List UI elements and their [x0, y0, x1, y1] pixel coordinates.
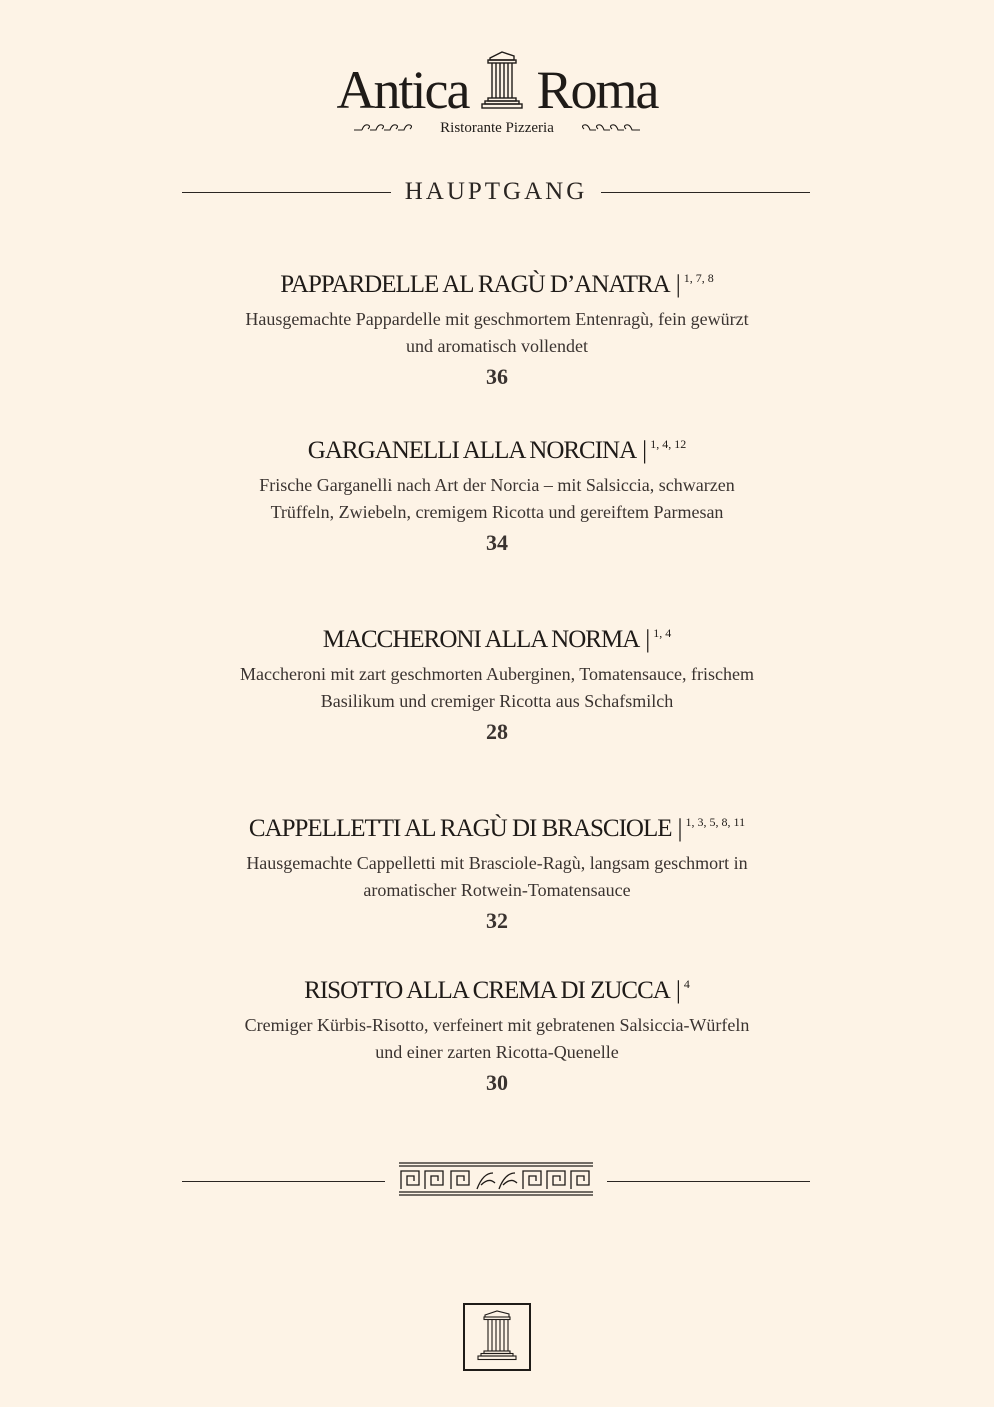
- footer-divider: [182, 1162, 810, 1200]
- brand-name-right: Roma: [536, 60, 658, 120]
- dish-name: GARGANELLI ALLA NORCINA: [307, 437, 637, 464]
- dish-description: Cremiger Kürbis-Risotto, verfeinert mit gebratenen Salsiccia-Würfeln und einer zarten Ricotta-Quenelle: [244, 1015, 750, 1062]
- brand-logo: [0, 50, 994, 120]
- menu-item: [0, 625, 994, 814]
- dish-title: [0, 814, 994, 844]
- dish-description: Hausgemachte Pappardelle mit geschmortem Entenragù, fein gewürzt und aromatisch vollendet: [245, 309, 749, 356]
- dish-title: [0, 270, 994, 300]
- dish-allergens: 1, 4, 12: [650, 437, 687, 451]
- dish-separator: |: [642, 437, 647, 464]
- column-badge-icon: [463, 1303, 531, 1376]
- dish-price: 28: [486, 719, 508, 744]
- dish-price: 34: [486, 530, 508, 555]
- menu-item: [0, 270, 994, 436]
- dish-separator: |: [645, 626, 650, 653]
- column-icon: [480, 50, 524, 115]
- dish-description: Hausgemachte Cappelletti mit Brasciole-Ragù, langsam geschmort in aromatischer Rotwein-Tomatensauce: [246, 853, 748, 900]
- meander-ornament-icon: [399, 1161, 593, 1202]
- dish-description: Maccheroni mit zart geschmorten Auberginen, Tomatensauce, frischem Basilikum und cremiger Ricotta aus Schafsmilch: [240, 664, 754, 711]
- section-header: [182, 174, 810, 210]
- section-title: HAUPTGANG: [404, 178, 588, 205]
- dish-allergens: 4: [683, 977, 690, 991]
- brand-subtitle: Ristorante Pizzeria: [440, 119, 554, 136]
- dish-name: CAPPELLETTI AL RAGÙ DI BRASCIOLE: [248, 815, 672, 842]
- divider-right: [607, 1181, 810, 1182]
- dish-description: Frische Garganelli nach Art der Norcia – mit Salsiccia, schwarzen Trüffeln, Zwiebeln, cremigem Ricotta und gereiftem Parmesan: [259, 475, 735, 522]
- brand-subtitle-row: [0, 119, 994, 137]
- dish-allergens: 1, 7, 8: [683, 271, 714, 285]
- menu-items: [0, 270, 994, 1138]
- dish-name: PAPPARDELLE AL RAGÙ D’ANATRA: [280, 271, 670, 298]
- dish-name: RISOTTO ALLA CREMA DI ZUCCA: [304, 977, 670, 1004]
- dish-allergens: 1, 3, 5, 8, 11: [685, 815, 746, 829]
- dish-title: [0, 976, 994, 1006]
- dish-allergens: 1, 4: [653, 626, 672, 640]
- divider-left: [182, 192, 391, 193]
- dish-price: 30: [486, 1070, 508, 1095]
- wave-ornament-icon: [354, 119, 414, 137]
- dish-name: MACCHERONI ALLA NORMA: [322, 626, 640, 653]
- dish-separator: |: [677, 815, 682, 842]
- dish-title: [0, 625, 994, 655]
- brand-name-left: Antica: [336, 60, 469, 120]
- divider-right: [601, 192, 810, 193]
- menu-item: [0, 814, 994, 976]
- menu-item: [0, 436, 994, 625]
- dish-title: [0, 436, 994, 466]
- menu-item: [0, 976, 994, 1138]
- dish-price: 32: [486, 908, 508, 933]
- divider-left: [182, 1181, 385, 1182]
- wave-ornament-icon: [580, 119, 640, 137]
- dish-separator: |: [675, 977, 680, 1004]
- dish-separator: |: [675, 271, 680, 298]
- dish-price: 36: [486, 364, 508, 389]
